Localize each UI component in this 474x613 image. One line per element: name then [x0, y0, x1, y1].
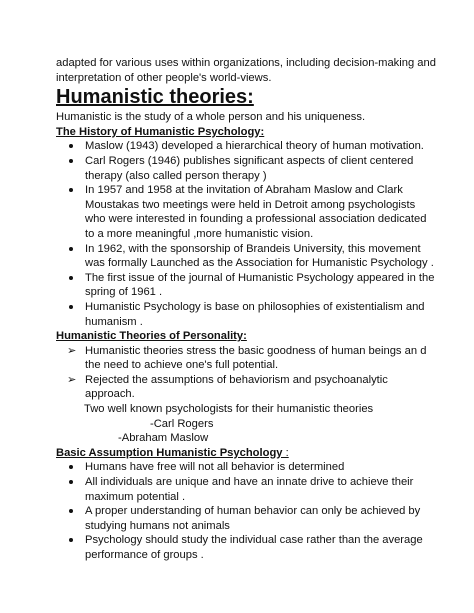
arrow-bullet-icon: ➢: [67, 344, 77, 357]
list-item: A proper understanding of human behavior can only be achieved by studying humans not animals: [56, 504, 438, 533]
history-list: [56, 139, 438, 329]
bullet-icon: [69, 509, 73, 513]
section-title: Humanistic theories:: [56, 86, 254, 109]
list-item: Maslow (1943) developed a hierarchical theory of human motivation.: [56, 139, 438, 154]
arrow-bullet-icon: ➢: [67, 373, 77, 386]
list-item: The first issue of the journal of Humanistic Psychology appeared in the spring of 1961 .: [56, 271, 438, 300]
bullet-icon: [69, 305, 73, 309]
bullet-icon: [69, 144, 73, 148]
list-item: ➢ Rejected the assumptions of behaviorism and psychoanalytic approach.: [67, 373, 388, 401]
name-line: -Carl Rogers: [150, 417, 214, 430]
bullet-icon: [69, 188, 73, 192]
bullet-icon: [69, 247, 73, 251]
list-item: Humans have free will not all behavior is determined: [56, 460, 438, 475]
psychologists-note: Two well known psychologists for their humanistic theories: [84, 403, 374, 416]
list-item: In 1957 and 1958 at the invitation of Abraham Maslow and Clark Moustakas two meetings were held in Detroit among psychologists who were interested in founding a professional association dedicated to a more meaningful ,more humanistic vision.: [56, 183, 438, 241]
name-line: -Abraham Maslow: [118, 432, 209, 445]
intro-paragraph: adapted for various uses within organizations, including decision-making and interpretation of other people's world-views.: [56, 57, 436, 84]
assumptions-list: [56, 460, 438, 562]
personality-heading: Humanistic Theories of Personality:: [56, 330, 247, 343]
personality-list: [56, 344, 438, 402]
list-item: Carl Rogers (1946) publishes significant aspects of client centered therapy (also called person therapy ): [56, 154, 438, 183]
list-item: Psychology should study the individual case rather than the average performance of groups .: [56, 533, 438, 562]
list-item: ➢ Humanistic theories stress the basic goodness of human beings an d the need to achieve one's full potential.: [67, 344, 427, 372]
definition-text: Humanistic is the study of a whole person and his uniqueness.: [56, 111, 366, 124]
bullet-icon: [69, 538, 73, 542]
list-item: Humanistic Psychology is base on philosophies of existentialism and humanism .: [56, 300, 438, 329]
bullet-icon: [69, 465, 73, 469]
bullet-icon: [69, 276, 73, 280]
bullet-icon: [69, 480, 73, 484]
assumptions-heading: Basic Assumption Humanistic Psychology :: [56, 446, 289, 459]
bullet-icon: [69, 159, 73, 163]
history-heading: The History of Humanistic Psychology:: [56, 125, 265, 138]
list-item: In 1962, with the sponsorship of Brandeis University, this movement was formally Launched as the Association for Humanistic Psychology .: [56, 242, 438, 271]
list-item: All individuals are unique and have an innate drive to achieve their maximum potential .: [56, 475, 438, 504]
